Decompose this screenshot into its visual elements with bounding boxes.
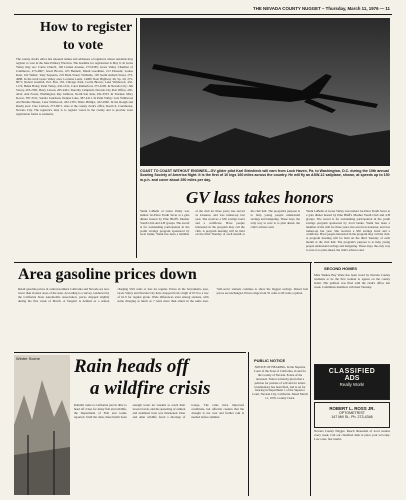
rain-top-rule	[14, 352, 246, 353]
seniors-body: Miss Yankee Bay Wade has been voted by Nevada County residents to be the first woman to appear on the county ballot. Her petition was filed with the clerk's office last week. Committee members will meet Tuesday.	[314, 274, 390, 289]
seniors-title: SECOND HOMES	[324, 266, 357, 271]
gasoline-top-rule	[14, 262, 312, 263]
gvlass-headline: GV lass takes honors	[186, 188, 334, 207]
rain-headline-2: a wildfire crisis	[90, 378, 211, 399]
optometrist-title: OPTOMETRIST	[339, 411, 365, 415]
register-headline-2: to vote	[63, 38, 104, 53]
optometrist-name: ROBERT L. ROSS JR.	[329, 406, 375, 411]
glider-image	[140, 18, 390, 166]
glider-caption	[140, 169, 390, 187]
gasoline-headline: Area gasoline prices down	[18, 266, 197, 283]
optometrist-ad	[314, 402, 390, 428]
divider-vertical-right	[310, 262, 311, 496]
classified-label-2: ADS	[344, 375, 360, 382]
winter-image	[14, 355, 70, 495]
winter-photo-label: Winter Scene	[16, 356, 41, 361]
classified-ad	[314, 364, 390, 400]
notice-body: NOTICE OF HEARING. In the Superior Court of the State of California, in and for the County of Nevada. Estate of the deceased. Notice is hereby given that a petition for probate of will and for letters testamentary has been filed, and is set for hearing in Department 1 of the Superior Court, Nevada City, California. Dated March 11, 1976. County Clerk.	[252, 366, 308, 401]
header-top-rule	[14, 14, 392, 15]
notice-left-rule	[248, 352, 249, 496]
register-body: The county clerk's office has released names and addresses of registrars whose residents may register to vote in the June Primary Election. The deadline for registration is May 6. In Grass Valley they are: Carrie Church, 106 Linden Avenue, 273-0365; Grass Valley Chamber of Commerce, 273-4667; Jewel Brown, 223 Bennett; Dinah Goodman, 213 Pleasant; Louise Kent, 102 Waller; Tony Sequeira, 219 Main Street; Williams, 105 South Auburn Street, 273-4988. In the rural Grass Valley area: Lorraine Lentz, 14009 State Highway 49, Sp. 29, 273-8071; Robert Grenfell, P.O. Box 159, Chicago Park; Cecile Brown, Lake Wildwood, 432-1174; Helen Haley, Penn Valley, 432-1231; Carol Rutherford, 273-2209. In Nevada City: Jim Stacey, 265-2581; Betty Carson, 265-2461; Dorothy Campbell, Nevada City Post Office, 265-4241; Ann Foster, Washington; Ray Gilmore, North San Juan, 292-3333. In Truckee: Mary Kovac, 587-3511; Sandra Lauritsen, Donner Lake, 587-4411. In Penn Valley: Lois Wildwood and Bonnie Hauser, Lake Wildwood, 432-1355; Dixie Phillips, 432-2060. In the Rough and Ready area: Cleo Carlson, 273-0971. Also at the county clerk's office, Room 6, Courthouse, Nevada City. The registrar's duty is to register voters in the county and to provide voter registration forms to residents.	[16, 58, 133, 116]
optometrist-address: 147 Mill St., Ph. 273-4346	[331, 415, 373, 419]
winter-photo	[14, 355, 70, 495]
notice-title: PUBLIC NOTICE	[254, 358, 286, 363]
classified-label-1: CLASSIFIED	[328, 368, 376, 375]
gasoline-body: Retail gasoline prices in central-northern California and Nevada are now lower than in most areas of the state. According to a survey conducted by the California State Automobile Association, prices dropped slightly during the first week of March. A 'bargain' is defined as a station charging 59.9 cents or less for regular. Prices in the Sacramento area, Grass Valley and Nevada City have dropped from a high of 67.9 to a low of 61.9 for regular grade. Wide differences exist among stations, with some charging as much as 7 cents more than others in the same area. 'Self-serve' stations continue to show the biggest savings. Diesel fuel prices are unchanged. Prices range from 55 cents to 60 cents a gallon.	[18, 288, 308, 303]
glider-caption-text: Karl Striedieck will earn from Lock Haven, Pa. to Washington, D.C. during the 10th annual Soaring Society of America flight. It is the first of 10 legs 160 miles across the country. He will fly an ASW-12 sailplane, shown, at speeds up to 150 m.p.h. and cover about 250 miles per day.	[140, 169, 390, 182]
glider-caption-bold: COAST TO COAST WITHOUT ENGINES—GV glider pilot	[140, 169, 236, 173]
rain-headline-1: Rain heads off	[74, 356, 189, 377]
seniors-top-rule	[314, 262, 392, 263]
header-paper-line: THE NEVADA COUNTY NUGGET – Thursday, March 11, 1976 — 11	[253, 6, 390, 11]
gvlass-body-2: Yanni LaBelle of Grass Valley was named 1st-Place Youth Saver at a gala dinner hosted by Pine Bluff's Mosher Youth Club and 4-H groups. The award is for outstanding participation in the youth savings program sponsored by local banks. Yanni has been a member of the club for three years, has served as treasurer, and was runner-up last year. She receives a $50 savings bond and a certificate. Have people interested in the program may call the club. A program meeting will be held on the third Tuesday of each month at the club hall. The program's purpose is to help young people understand savings and budgeting. These days, the only way to save is to plan ahead, the club's advisor said.	[306, 210, 390, 253]
divider-vertical-top	[136, 18, 137, 258]
glider-photo	[140, 18, 390, 166]
gvlass-body-1: Yanni LaBelle of Grass Valley was named 1st-Place Youth Saver at a gala dinner hosted by Pine Bluff's Mosher Youth Club and 4-H groups. The award is for outstanding participation in the youth savings program sponsored by local banks. Yanni has been a member of the club for three years, has served as treasurer, and was runner-up last year. She receives a $50 savings bond and a certificate. Have people interested in the program may call the club. A program meeting will be held on the third Tuesday of each month at the club hall. The program's purpose is to help young people understand savings and budgeting. These days, the only way to save is to plan ahead, the club's advisor said.	[140, 210, 300, 237]
register-headline-1: How to register	[40, 20, 133, 35]
classified-label-3: Really Work!	[339, 382, 365, 387]
rain-body: Rainfall came to California just in time to head off crises for many fish and wildlife, the Department of Fish and Game reported. Until the rains, there hadn't been enough water for streams to reach their lowest levels, and the spawning of salmon and steelhead trout was threatened. Deer and other wildlife faced a shortage of forage. The rains have improved conditions, but officials caution that the drought is not over and further rain is needed before summer.	[74, 404, 244, 419]
classified-body: Nevada County Nugget. Reach thousands of local readers every week. Call our classified desk to place your ad today. Low rates, fast results.	[314, 430, 390, 441]
